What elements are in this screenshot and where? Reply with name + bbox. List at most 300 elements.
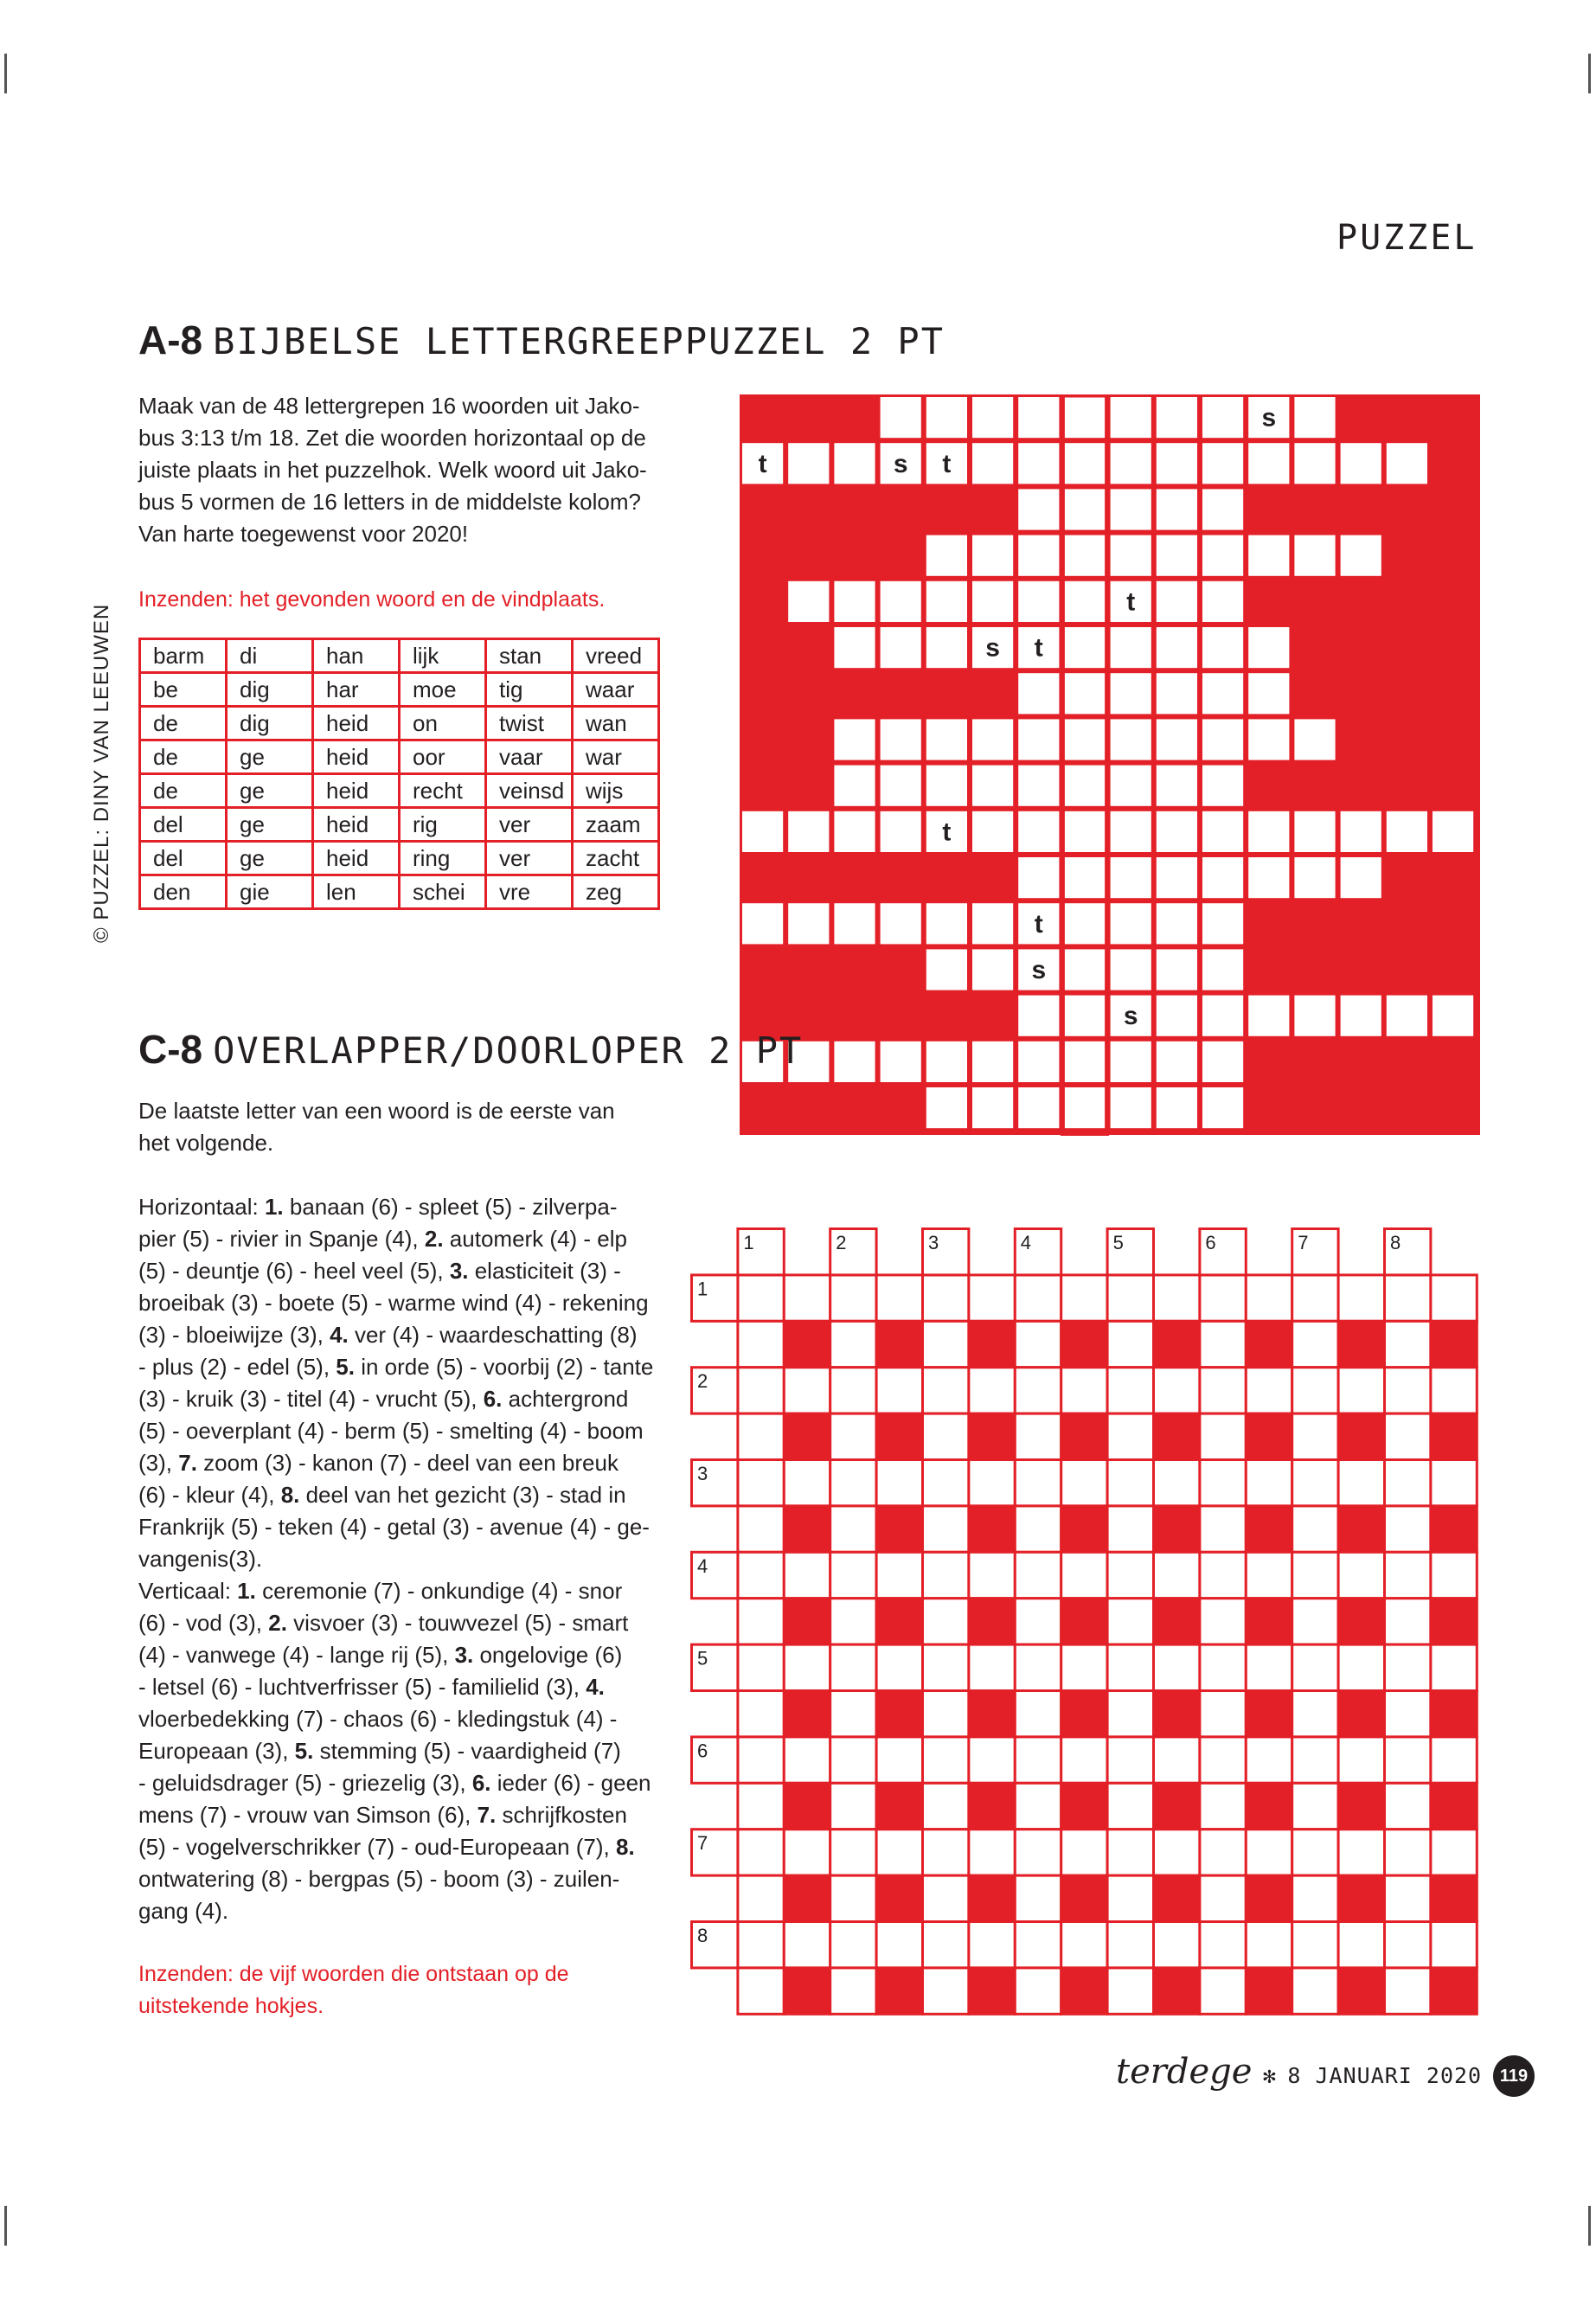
grid-cell[interactable] <box>1111 766 1151 806</box>
grid-cell[interactable] <box>1015 1830 1061 1875</box>
grid-cell[interactable] <box>1154 1644 1200 1690</box>
grid-cell[interactable] <box>830 1413 876 1459</box>
grid-cell[interactable] <box>1431 1552 1477 1598</box>
grid-cell[interactable] <box>923 1783 969 1829</box>
grid-cell[interactable] <box>1154 1368 1200 1413</box>
grid-cell[interactable] <box>1107 1644 1153 1690</box>
grid-cell[interactable] <box>1061 1460 1107 1506</box>
grid-cell[interactable] <box>1341 996 1381 1036</box>
grid-cell[interactable] <box>738 1830 784 1875</box>
grid-cell[interactable] <box>1061 1552 1107 1598</box>
grid-cell[interactable] <box>1202 535 1243 576</box>
grid-cell[interactable] <box>923 1644 969 1690</box>
grid-cell[interactable] <box>1385 1275 1431 1321</box>
grid-cell[interactable] <box>1202 443 1243 484</box>
grid-cell[interactable] <box>1111 903 1151 944</box>
grid-cell[interactable] <box>738 1922 784 1968</box>
grid-cell[interactable] <box>834 766 875 806</box>
grid-cell[interactable] <box>1200 1737 1246 1783</box>
grid-cell[interactable] <box>1015 1460 1061 1506</box>
grid-cell[interactable] <box>972 719 1013 760</box>
grid-cell[interactable] <box>788 581 829 622</box>
grid-cell[interactable] <box>1385 1691 1431 1737</box>
grid-cell[interactable] <box>1248 811 1289 852</box>
grid-cell[interactable] <box>738 1737 784 1783</box>
grid-cell[interactable] <box>830 1875 876 1921</box>
middle-column-cell[interactable] <box>1064 811 1105 852</box>
grid-cell[interactable] <box>1061 1922 1107 1968</box>
grid-cell[interactable] <box>1431 1644 1477 1690</box>
grid-cell[interactable] <box>926 903 967 944</box>
grid-cell[interactable] <box>1157 903 1197 944</box>
grid-cell[interactable] <box>1431 1460 1477 1506</box>
grid-cell[interactable] <box>784 1460 830 1506</box>
grid-cell[interactable] <box>1341 535 1381 576</box>
grid-cell[interactable] <box>830 1783 876 1829</box>
grid-cell[interactable] <box>1246 1830 1292 1875</box>
grid-cell[interactable] <box>1248 443 1289 484</box>
grid-cell[interactable] <box>1200 1875 1246 1921</box>
grid-cell[interactable] <box>1018 489 1059 529</box>
grid-cell[interactable] <box>834 903 875 944</box>
grid-cell[interactable] <box>1018 535 1059 576</box>
grid-cell[interactable] <box>1018 996 1059 1036</box>
grid-cell[interactable] <box>1341 857 1381 898</box>
grid-cell[interactable] <box>1018 719 1059 760</box>
grid-cell[interactable] <box>830 1599 876 1644</box>
grid-cell[interactable] <box>1154 1830 1200 1875</box>
grid-cell[interactable] <box>972 903 1013 944</box>
grid-cell[interactable] <box>1202 719 1243 760</box>
grid-cell[interactable] <box>876 1644 922 1690</box>
grid-cell[interactable] <box>923 1275 969 1321</box>
grid-cell[interactable] <box>1154 1460 1200 1506</box>
grid-cell[interactable] <box>1200 1460 1246 1506</box>
grid-cell[interactable] <box>1292 1644 1338 1690</box>
middle-column-cell[interactable] <box>1064 535 1105 576</box>
grid-cell[interactable] <box>1157 443 1197 484</box>
grid-cell[interactable] <box>784 1737 830 1783</box>
grid-cell[interactable] <box>1431 1830 1477 1875</box>
grid-cell[interactable] <box>1018 673 1059 714</box>
grid-cell[interactable] <box>1157 1042 1197 1082</box>
grid-cell[interactable] <box>1246 1275 1292 1321</box>
grid-cell[interactable] <box>1292 1691 1338 1737</box>
grid-cell[interactable] <box>1157 766 1197 806</box>
grid-cell[interactable] <box>972 811 1013 852</box>
grid-cell[interactable] <box>738 1413 784 1459</box>
grid-cell[interactable] <box>923 1875 969 1921</box>
grid-cell[interactable] <box>923 1922 969 1968</box>
grid-cell[interactable] <box>1154 1275 1200 1321</box>
grid-cell[interactable] <box>1385 1552 1431 1598</box>
grid-cell[interactable] <box>1111 1087 1151 1128</box>
middle-column-cell[interactable] <box>1064 903 1105 944</box>
grid-cell[interactable] <box>1202 857 1243 898</box>
grid-cell[interactable] <box>926 627 967 668</box>
grid-cell[interactable] <box>1015 1599 1061 1644</box>
grid-cell[interactable] <box>1200 1321 1246 1367</box>
grid-cell[interactable] <box>830 1321 876 1367</box>
grid-cell[interactable] <box>1292 1830 1338 1875</box>
grid-cell[interactable] <box>1202 489 1243 529</box>
grid-cell[interactable] <box>830 1460 876 1506</box>
grid-cell[interactable] <box>1248 535 1289 576</box>
grid-cell[interactable] <box>1246 1368 1292 1413</box>
grid-cell[interactable] <box>784 1644 830 1690</box>
grid-cell[interactable] <box>1018 811 1059 852</box>
grid-cell[interactable] <box>1015 1321 1061 1367</box>
grid-cell[interactable] <box>834 719 875 760</box>
grid-cell[interactable] <box>876 1460 922 1506</box>
grid-cell[interactable] <box>1200 1275 1246 1321</box>
grid-cell[interactable] <box>830 1968 876 2014</box>
grid-cell[interactable] <box>1246 1460 1292 1506</box>
grid-cell[interactable] <box>1246 1552 1292 1598</box>
grid-cell[interactable] <box>1157 581 1197 622</box>
grid-cell[interactable] <box>834 443 875 484</box>
grid-cell[interactable] <box>738 1368 784 1413</box>
grid-cell[interactable] <box>1292 1968 1338 2014</box>
grid-cell[interactable] <box>1338 1460 1384 1506</box>
grid-cell[interactable] <box>1385 1368 1431 1413</box>
grid-cell[interactable] <box>1111 397 1151 438</box>
middle-column-cell[interactable] <box>1064 949 1105 990</box>
grid-cell[interactable] <box>1015 1413 1061 1459</box>
grid-cell[interactable] <box>738 1552 784 1598</box>
grid-cell[interactable] <box>1292 1552 1338 1598</box>
grid-cell[interactable] <box>1107 1737 1153 1783</box>
grid-cell[interactable] <box>969 1737 1015 1783</box>
grid-cell[interactable] <box>1431 1922 1477 1968</box>
grid-cell[interactable] <box>1154 1737 1200 1783</box>
grid-cell[interactable] <box>926 1042 967 1082</box>
grid-cell[interactable] <box>1292 1506 1338 1552</box>
grid-cell[interactable] <box>1157 535 1197 576</box>
grid-cell[interactable] <box>1018 1087 1059 1128</box>
grid-cell[interactable] <box>926 1087 967 1128</box>
grid-cell[interactable] <box>1202 811 1243 852</box>
grid-cell[interactable] <box>1202 903 1243 944</box>
grid-cell[interactable] <box>1107 1321 1153 1367</box>
grid-cell[interactable] <box>1202 1042 1243 1082</box>
grid-cell[interactable] <box>923 1830 969 1875</box>
grid-cell[interactable] <box>1111 627 1151 668</box>
grid-cell[interactable] <box>1292 1875 1338 1921</box>
grid-cell[interactable] <box>738 1968 784 2014</box>
grid-cell[interactable] <box>923 1506 969 1552</box>
middle-column-cell[interactable] <box>1064 857 1105 898</box>
grid-cell[interactable] <box>926 581 967 622</box>
grid-cell[interactable] <box>969 1460 1015 1506</box>
middle-column-cell[interactable] <box>1064 673 1105 714</box>
grid-cell[interactable] <box>1061 1275 1107 1321</box>
middle-column-cell[interactable] <box>1064 443 1105 484</box>
grid-cell[interactable] <box>1107 1552 1153 1598</box>
grid-cell[interactable] <box>1200 1506 1246 1552</box>
grid-cell[interactable] <box>1202 766 1243 806</box>
grid-cell[interactable] <box>742 903 783 944</box>
grid-cell[interactable] <box>784 1830 830 1875</box>
grid-cell[interactable] <box>784 1275 830 1321</box>
grid-cell[interactable] <box>1431 1737 1477 1783</box>
middle-column-cell[interactable] <box>1064 1042 1105 1082</box>
grid-cell[interactable] <box>1107 1968 1153 2014</box>
grid-cell[interactable] <box>1294 397 1335 438</box>
grid-cell[interactable] <box>881 766 921 806</box>
grid-cell[interactable] <box>1015 1368 1061 1413</box>
grid-cell[interactable] <box>1200 1830 1246 1875</box>
grid-cell[interactable] <box>834 627 875 668</box>
grid-cell[interactable] <box>1015 1875 1061 1921</box>
grid-cell[interactable] <box>972 397 1013 438</box>
middle-column-cell[interactable] <box>1064 766 1105 806</box>
grid-cell[interactable] <box>1157 489 1197 529</box>
grid-cell[interactable] <box>830 1830 876 1875</box>
grid-cell[interactable] <box>1200 1368 1246 1413</box>
grid-cell[interactable] <box>969 1552 1015 1598</box>
middle-column-cell[interactable] <box>1064 1087 1105 1128</box>
grid-cell[interactable] <box>1157 811 1197 852</box>
grid-cell[interactable] <box>738 1460 784 1506</box>
grid-cell[interactable] <box>969 1275 1015 1321</box>
grid-cell[interactable] <box>969 1644 1015 1690</box>
grid-cell[interactable] <box>1018 857 1059 898</box>
grid-cell[interactable] <box>972 443 1013 484</box>
grid-cell[interactable] <box>830 1275 876 1321</box>
grid-cell[interactable] <box>1107 1783 1153 1829</box>
grid-cell[interactable] <box>834 1042 875 1082</box>
grid-cell[interactable] <box>923 1691 969 1737</box>
grid-cell[interactable] <box>738 1691 784 1737</box>
grid-cell[interactable] <box>1338 1275 1384 1321</box>
grid-cell[interactable] <box>1111 811 1151 852</box>
grid-cell[interactable] <box>1111 1042 1151 1082</box>
grid-cell[interactable] <box>1246 1737 1292 1783</box>
grid-cell[interactable] <box>738 1275 784 1321</box>
grid-cell[interactable] <box>738 1599 784 1644</box>
grid-cell[interactable] <box>1111 857 1151 898</box>
grid-cell[interactable] <box>1107 1922 1153 1968</box>
grid-cell[interactable] <box>1248 857 1289 898</box>
middle-column-cell[interactable] <box>1064 719 1105 760</box>
grid-cell[interactable] <box>1061 1368 1107 1413</box>
grid-cell[interactable] <box>1431 1275 1477 1321</box>
grid-cell[interactable] <box>1061 1830 1107 1875</box>
grid-cell[interactable] <box>926 766 967 806</box>
grid-cell[interactable] <box>788 443 829 484</box>
grid-cell[interactable] <box>1292 1413 1338 1459</box>
grid-cell[interactable] <box>1292 1922 1338 1968</box>
grid-cell[interactable] <box>881 397 921 438</box>
grid-cell[interactable] <box>1248 627 1289 668</box>
grid-cell[interactable] <box>1111 443 1151 484</box>
grid-cell[interactable] <box>1202 949 1243 990</box>
grid-cell[interactable] <box>788 903 829 944</box>
grid-cell[interactable] <box>834 811 875 852</box>
grid-cell[interactable] <box>1018 581 1059 622</box>
grid-cell[interactable] <box>1387 811 1427 852</box>
grid-cell[interactable] <box>1202 397 1243 438</box>
grid-cell[interactable] <box>1385 1599 1431 1644</box>
grid-cell[interactable] <box>1385 1413 1431 1459</box>
grid-cell[interactable] <box>1107 1599 1153 1644</box>
grid-cell[interactable] <box>1202 673 1243 714</box>
middle-column-cell[interactable] <box>1064 397 1105 438</box>
grid-cell[interactable] <box>876 1737 922 1783</box>
grid-cell[interactable] <box>1200 1552 1246 1598</box>
grid-cell[interactable] <box>1294 811 1335 852</box>
grid-cell[interactable] <box>1157 673 1197 714</box>
grid-cell[interactable] <box>1294 443 1335 484</box>
grid-cell[interactable] <box>738 1644 784 1690</box>
grid-cell[interactable] <box>876 1275 922 1321</box>
grid-cell[interactable] <box>1385 1830 1431 1875</box>
grid-cell[interactable] <box>1292 1321 1338 1367</box>
grid-cell[interactable] <box>1341 811 1381 852</box>
grid-cell[interactable] <box>876 1368 922 1413</box>
grid-cell[interactable] <box>1157 949 1197 990</box>
grid-cell[interactable] <box>881 719 921 760</box>
grid-cell[interactable] <box>1157 627 1197 668</box>
grid-cell[interactable] <box>1292 1599 1338 1644</box>
grid-cell[interactable] <box>1061 1737 1107 1783</box>
grid-cell[interactable] <box>1015 1968 1061 2014</box>
grid-cell[interactable] <box>742 811 783 852</box>
grid-cell[interactable] <box>1387 443 1427 484</box>
grid-cell[interactable] <box>1111 949 1151 990</box>
grid-cell[interactable] <box>923 1460 969 1506</box>
grid-cell[interactable] <box>1061 1644 1107 1690</box>
grid-cell[interactable] <box>1433 811 1473 852</box>
middle-column-cell[interactable] <box>1064 996 1105 1036</box>
grid-cell[interactable] <box>1385 1737 1431 1783</box>
grid-cell[interactable] <box>1294 996 1335 1036</box>
grid-cell[interactable] <box>834 581 875 622</box>
grid-cell[interactable] <box>923 1321 969 1367</box>
grid-cell[interactable] <box>1292 1737 1338 1783</box>
grid-cell[interactable] <box>1107 1506 1153 1552</box>
grid-cell[interactable] <box>926 397 967 438</box>
grid-cell[interactable] <box>1385 1968 1431 2014</box>
grid-cell[interactable] <box>881 581 921 622</box>
grid-cell[interactable] <box>738 1783 784 1829</box>
grid-cell[interactable] <box>876 1922 922 1968</box>
grid-cell[interactable] <box>1107 1460 1153 1506</box>
grid-cell[interactable] <box>1385 1321 1431 1367</box>
grid-cell[interactable] <box>1338 1552 1384 1598</box>
grid-cell[interactable] <box>1248 673 1289 714</box>
grid-cell[interactable] <box>1018 443 1059 484</box>
grid-cell[interactable] <box>830 1552 876 1598</box>
grid-cell[interactable] <box>972 581 1013 622</box>
grid-cell[interactable] <box>1157 1087 1197 1128</box>
grid-cell[interactable] <box>923 1599 969 1644</box>
grid-cell[interactable] <box>1107 1275 1153 1321</box>
grid-cell[interactable] <box>1202 996 1243 1036</box>
grid-cell[interactable] <box>1385 1783 1431 1829</box>
grid-cell[interactable] <box>926 949 967 990</box>
grid-cell[interactable] <box>1157 397 1197 438</box>
grid-cell[interactable] <box>1341 443 1381 484</box>
grid-cell[interactable] <box>923 1413 969 1459</box>
grid-cell[interactable] <box>972 535 1013 576</box>
grid-cell[interactable] <box>1015 1737 1061 1783</box>
grid-cell[interactable] <box>1200 1783 1246 1829</box>
grid-cell[interactable] <box>969 1830 1015 1875</box>
middle-column-cell[interactable] <box>1064 581 1105 622</box>
grid-cell[interactable] <box>969 1368 1015 1413</box>
grid-cell[interactable] <box>1202 581 1243 622</box>
grid-cell[interactable] <box>1385 1506 1431 1552</box>
middle-column-cell[interactable] <box>1064 489 1105 529</box>
grid-cell[interactable] <box>972 1087 1013 1128</box>
grid-cell[interactable] <box>830 1922 876 1968</box>
grid-cell[interactable] <box>1202 627 1243 668</box>
grid-cell[interactable] <box>1015 1506 1061 1552</box>
grid-cell[interactable] <box>1433 996 1473 1036</box>
grid-cell[interactable] <box>738 1321 784 1367</box>
grid-cell[interactable] <box>1111 535 1151 576</box>
grid-cell[interactable] <box>972 1042 1013 1082</box>
grid-cell[interactable] <box>923 1968 969 2014</box>
grid-cell[interactable] <box>1338 1737 1384 1783</box>
grid-cell[interactable] <box>1292 1783 1338 1829</box>
grid-cell[interactable] <box>1385 1644 1431 1690</box>
grid-cell[interactable] <box>1018 397 1059 438</box>
grid-cell[interactable] <box>1018 766 1059 806</box>
grid-cell[interactable] <box>1107 1413 1153 1459</box>
grid-cell[interactable] <box>1385 1460 1431 1506</box>
grid-cell[interactable] <box>1292 1275 1338 1321</box>
grid-cell[interactable] <box>1107 1875 1153 1921</box>
grid-cell[interactable] <box>1157 857 1197 898</box>
grid-cell[interactable] <box>881 627 921 668</box>
grid-cell[interactable] <box>1107 1368 1153 1413</box>
grid-cell[interactable] <box>1338 1644 1384 1690</box>
grid-cell[interactable] <box>1338 1368 1384 1413</box>
grid-cell[interactable] <box>1292 1460 1338 1506</box>
grid-cell[interactable] <box>1111 489 1151 529</box>
grid-cell[interactable] <box>1107 1830 1153 1875</box>
grid-cell[interactable] <box>1294 857 1335 898</box>
grid-cell[interactable] <box>926 719 967 760</box>
grid-cell[interactable] <box>1111 673 1151 714</box>
grid-cell[interactable] <box>784 1922 830 1968</box>
grid-cell[interactable] <box>1246 1922 1292 1968</box>
grid-cell[interactable] <box>923 1737 969 1783</box>
grid-cell[interactable] <box>1431 1368 1477 1413</box>
grid-cell[interactable] <box>923 1368 969 1413</box>
grid-cell[interactable] <box>972 766 1013 806</box>
grid-cell[interactable] <box>738 1506 784 1552</box>
grid-cell[interactable] <box>1111 719 1151 760</box>
grid-cell[interactable] <box>1248 719 1289 760</box>
grid-cell[interactable] <box>1015 1644 1061 1690</box>
grid-cell[interactable] <box>1246 1644 1292 1690</box>
grid-cell[interactable] <box>1015 1922 1061 1968</box>
grid-cell[interactable] <box>1294 535 1335 576</box>
grid-cell[interactable] <box>1385 1922 1431 1968</box>
grid-cell[interactable] <box>923 1552 969 1598</box>
grid-cell[interactable] <box>738 1875 784 1921</box>
grid-cell[interactable] <box>881 811 921 852</box>
grid-cell[interactable] <box>1015 1783 1061 1829</box>
grid-cell[interactable] <box>784 1368 830 1413</box>
grid-cell[interactable] <box>830 1644 876 1690</box>
grid-cell[interactable] <box>1294 719 1335 760</box>
grid-cell[interactable] <box>1292 1368 1338 1413</box>
